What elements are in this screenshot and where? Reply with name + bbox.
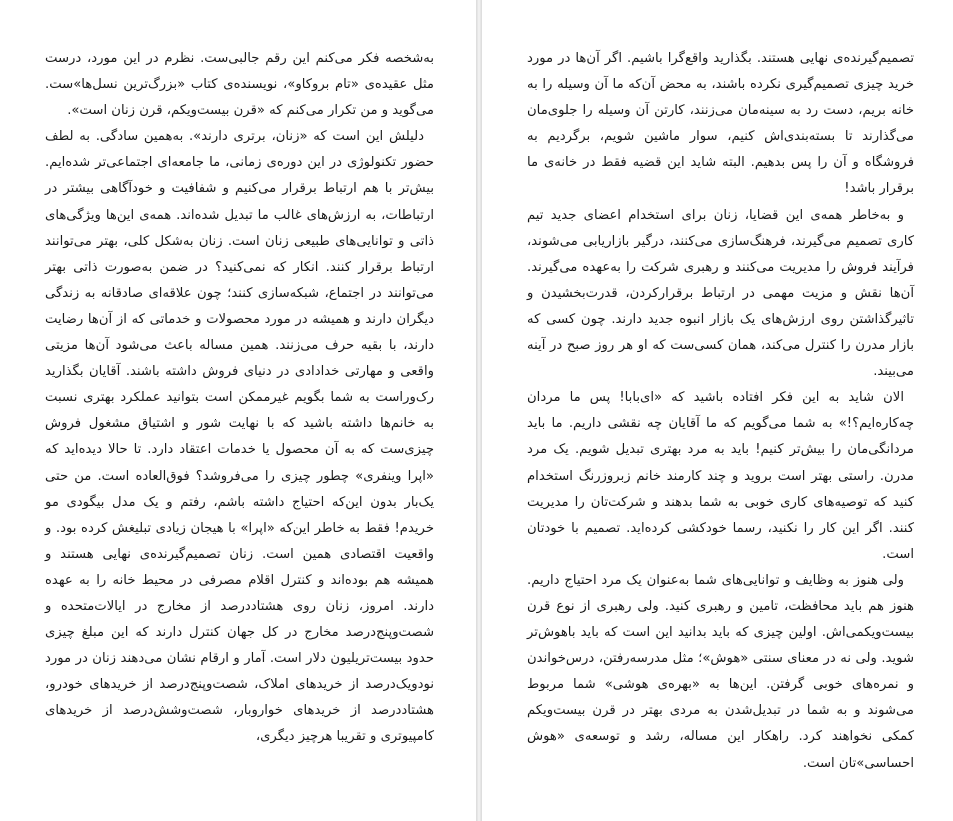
right-page <box>482 0 953 821</box>
paragraph: و به‌خاطر همه‌ی این قضایا، زنان برای استخدام اعضای جدید تیم کاری تصمیم می‌گیرند، فرهنگ‌سازی می‌کنند، درگیر بازاریابی می‌شوند، فرآیند فروش را مدیریت می‌کنند و رهبری شرکت را به‌عهده می‌گیرند. آن‌ها نقش و مزیت مهمی در ارتباط برقرارکردن، قدرت‌بخشیدن و تاثیرگذاشتن روی ارزش‌های یک بازار انبوه جدید دارند. چون کسی که بازار مدرن را کنترل می‌کند، همان کسی‌ست که او هر روز صبح در آینه می‌بیند. <box>527 207 914 380</box>
paragraph: الان شاید به این فکر افتاده باشید که «ای‌بابا! پس ما مردان چه‌کاره‌ایم؟!» به شما می‌گویم که ما آقایان چه نقشی داریم. ما باید مردانگی‌مان را بیش‌تر کنیم! باید به مرد بهتری تبدیل شویم. یک مرد مدرن. راستی بهتر است بروید و چند کارمند خانم زبروزرنگ استخدام کنید که توصیه‌های کاری خوبی به شما بدهند و شرکت‌تان را مدیریت کنند. اگر این کار را نکنید، رسما خودکشی کرده‌اید. تصمیم با خودتان است. <box>527 390 914 562</box>
left-page <box>0 0 476 821</box>
paragraph: دلیلش این است که «زنان، برتری دارند». به‌همین سادگی. به لطف حضور تکنولوژی در این دوره‌ی زمانی، ما جامعه‌ای اجتماعی‌تر شده‌ایم. بیش‌تر با هم ارتباط برقرار می‌کنیم و شفافیت و خودآگاهی بیشتر در ارتباطات، به ارزش‌های غالب ما تبدیل شده‌اند. همه‌ی این‌ها ویژگی‌های ذاتی و توانایی‌های طبیعی زنان است. زنان به‌شکل کلی، بهتر می‌توانند ارتباط برقرار کنند. انکار که نمی‌کنید؟ در ضمن به‌صورت ذاتی بهتر می‌توانند در اجتماع، شبکه‌سازی کنند؛ چون علاقه‌ای صادقانه به زندگی دیگران دارند و همیشه در مورد محصولات و خدماتی که از آن‌ها رضایت دارند، با بقیه حرف می‌زنند. همین مساله باعث می‌شود آن‌ها مزیتی واقعی و مهارتی خدادادی در دنیای فروش داشته باشند. آقایان بگذارید رک‌وراست به شما بگویم غیرممکن است بتوانید عملکرد بهتری نسبت به خانم‌ها داشته باشید که با نهایت شور و اشتیاق مشغول فروش چیزی‌ست که به آن محصول یا خدمات اعتقاد دارد. تا حالا دیده‌اید که «اپرا وینفری» چطور چیزی را می‌فروشد؟ فوق‌العاده است. من حتی یک‌بار بدون این‌که احتیاج داشته باشم، رفتم و یک مدل بیگودی مو خریدم! فقط به خاطر این‌که «اپرا» با هیجان زیادی تبلیغش کرده بود. و واقعیت اقتصادی همین است. زنان تصمیم‌گیرنده‌ی نهایی هستند و همیشه هم بوده‌اند و کنترل اقلام مصرفی در محیط خانه را به عهده دارند. امروز، زنان روی هشتاددرصد از مخارج در ایالات‌متحده و شصت‌وپنج‌درصد مخارج در کل جهان کنترل دارند که این مبلغ چیزی حدود بیست‌تریلیون دلار است. آمار و ارقام نشان می‌دهند زنان در مورد نودویک‌درصد از خریدهای املاک، شصت‌وپنج‌درصد از خریدهای خودرو، هشتاددرصد از خریدهای خواروبار، شصت‌وشش‌درصد از خریدهای کامپیوتری و تقریبا هرچیز دیگری، <box>45 129 434 745</box>
right-page-text <box>527 46 914 777</box>
paragraph: به‌شخصه فکر می‌کنم این رقم جالبی‌ست. نظرم در این مورد، درست مثل عقیده‌ی «تام بروکاو»، نویسنده‌ی کتاب «بزرگ‌ترین نسل‌ها»ست. می‌گوید و من تکرار می‌کنم که «قرن بیست‌ویکم، قرن زنان است». <box>45 51 434 119</box>
paragraph: ولی هنوز به وظایف و توانایی‌های شما به‌عنوان یک مرد احتیاج داریم. هنوز هم باید محافظت، تامین و رهبری کنید. ولی رهبری از نوع قرن بیست‌ویکمی‌اش. اولین چیزی که باید بدانید این است که باید باهوش‌تر شوید. ولی نه در معنای سنتی «هوش»؛ مثل مدرسه‌رفتن، درس‌خواندن و نمره‌های خوبی گرفتن. این‌ها به «بهره‌ی هوشی» شما مربوط می‌شوند و به شما در تبدیل‌شدن به مردی بهتر در قرن بیست‌ویکم کمکی نخواهند کرد. راهکار این مساله، رشد و توسعه‌ی «هوش احساسی»تان است. <box>527 572 914 771</box>
left-page-text <box>45 46 434 751</box>
paragraph: تصمیم‌گیرنده‌ی نهایی هستند. بگذارید واقع‌گرا باشیم. اگر آن‌ها در مورد خرید چیزی تصمیم‌گیری نکرده باشند، به محض آن‌که ما آن وسیله را به خانه بریم، دست رد به سینه‌مان می‌زنند، کارتن آن وسیله را جلوی‌مان می‌گذارند تا بسته‌بندی‌اش کنیم، سوار ماشین شویم، برگردیم به فروشگاه و آن را پس بدهیم. البته شاید این قضیه فقط در خانه‌ی ما برقرار باشد! <box>527 51 914 197</box>
